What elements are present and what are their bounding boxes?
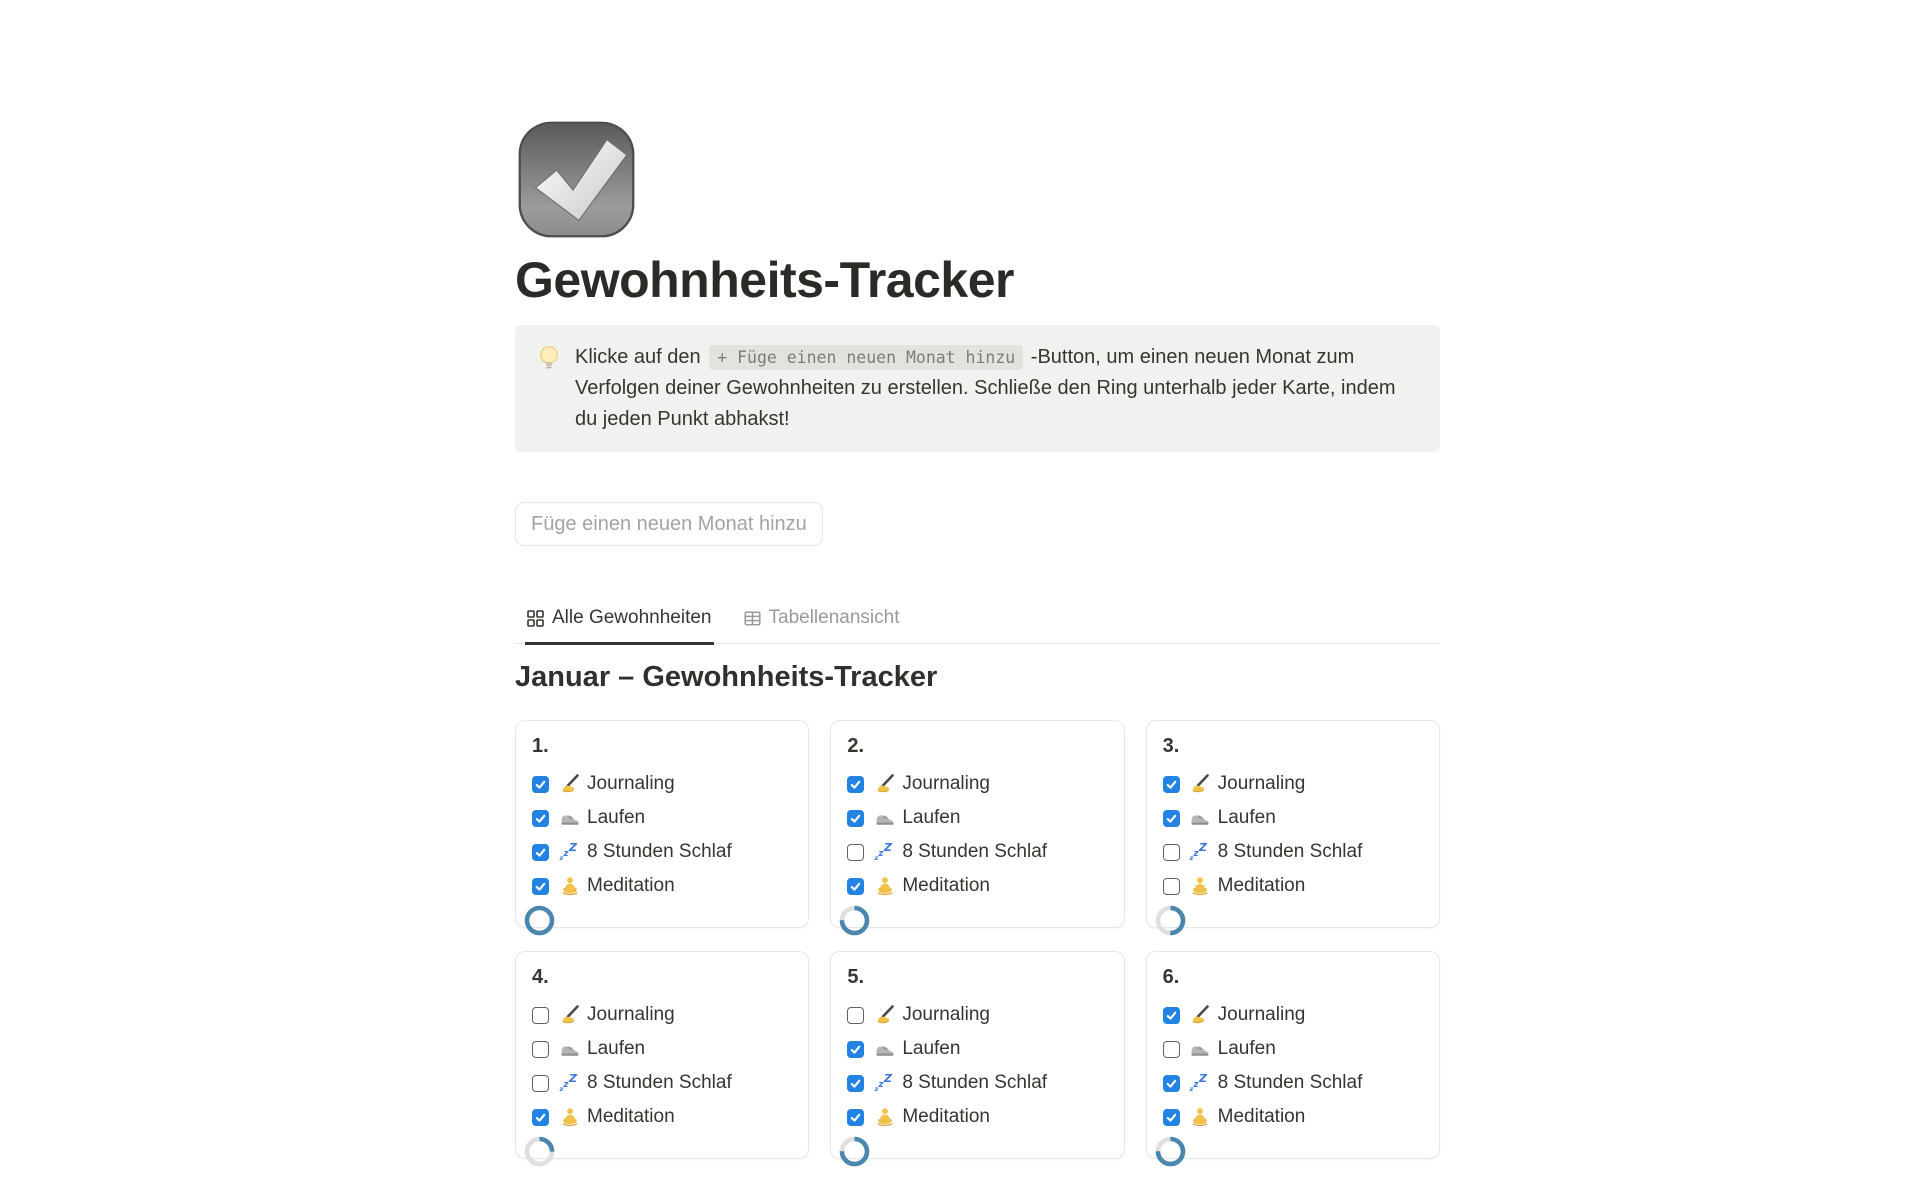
habit-row: [1163, 998, 1423, 1032]
progress-ring: [838, 1135, 871, 1168]
writing-hand-icon: [1189, 773, 1212, 795]
habit-label: Journaling: [587, 773, 675, 794]
section-title: Januar – Gewohnheits-Tracker: [515, 661, 938, 693]
habit-row: [847, 998, 1107, 1032]
zzz-icon: [873, 841, 896, 863]
writing-hand-icon: [558, 1004, 581, 1026]
habit-label: Journaling: [902, 773, 990, 794]
habit-label: Laufen: [587, 1038, 646, 1059]
habit-row: [532, 1100, 792, 1134]
habit-checkbox[interactable]: [847, 1007, 864, 1024]
svg-text:z: z: [1193, 1080, 1199, 1090]
habit-row: [1163, 1066, 1423, 1100]
habit-checkbox[interactable]: [532, 1075, 549, 1092]
meditation-icon: [873, 875, 896, 897]
card-day-number: 6.: [1162, 966, 1180, 988]
writing-hand-icon: [1189, 1004, 1212, 1026]
running-shoe-icon: [558, 1038, 581, 1060]
card-day-number: 5.: [847, 966, 865, 988]
habit-list: [532, 998, 792, 1134]
habit-list: [1163, 767, 1423, 903]
writing-hand-icon: [873, 773, 896, 795]
meditation-icon: [558, 875, 581, 897]
habit-label: Laufen: [902, 1038, 961, 1059]
svg-text:Z: Z: [1199, 1072, 1208, 1085]
habit-card: [830, 720, 1124, 928]
habit-row: [1163, 801, 1423, 835]
meditation-icon: [1189, 875, 1212, 897]
habit-row: [1163, 767, 1423, 801]
svg-text:z: z: [878, 849, 884, 859]
habit-checkbox[interactable]: [847, 1075, 864, 1092]
svg-text:z: z: [874, 1085, 879, 1093]
writing-hand-icon: [873, 1004, 896, 1026]
svg-text:z: z: [1193, 849, 1199, 859]
habit-card: [1146, 720, 1440, 928]
card-day-number: 4.: [532, 966, 549, 988]
habit-list: [532, 767, 792, 903]
table-icon: [744, 610, 761, 627]
zzz-icon: [558, 1072, 581, 1094]
callout-text: Klicke auf den + Füge einen neuen Monat hinzu -Button, um einen neuen Monat zum Verfolgen deiner Gewohnheiten zu erstellen. Schließe den Ring unterhalb jeder Karte, indem du jeden Punkt abhakst!: [575, 346, 1396, 430]
habit-tracker-page: [515, 0, 1440, 1159]
habit-row: [532, 1066, 792, 1100]
progress-ring: [523, 1135, 556, 1168]
tab-label: Tabellenansicht: [768, 607, 900, 628]
habit-card: [515, 720, 809, 928]
habit-checkbox[interactable]: [1163, 776, 1180, 793]
check-mark-icon[interactable]: [518, 121, 635, 238]
habit-label: Meditation: [587, 1106, 675, 1127]
habit-checkbox[interactable]: [532, 810, 549, 827]
habit-row: [847, 1066, 1107, 1100]
habit-card: [1146, 951, 1440, 1159]
inline-code: + Füge einen neuen Monat hinzu: [709, 345, 1023, 370]
habit-label: Journaling: [1217, 1004, 1306, 1025]
svg-text:z: z: [1189, 1085, 1194, 1093]
card-day-number: 2.: [847, 735, 865, 757]
meditation-icon: [558, 1106, 581, 1128]
habit-label: Meditation: [902, 1106, 990, 1127]
habit-list: [1163, 998, 1423, 1134]
svg-text:Z: Z: [1199, 841, 1208, 854]
habit-checkbox[interactable]: [1163, 878, 1180, 895]
habit-label: 8 Stunden Schlaf: [1217, 1072, 1363, 1093]
zzz-icon: [873, 1072, 896, 1094]
habit-checkbox[interactable]: [847, 878, 864, 895]
svg-text:z: z: [563, 1080, 568, 1090]
habit-label: Laufen: [1217, 1038, 1276, 1059]
progress-ring: [1154, 904, 1187, 937]
card-day-number: 1.: [532, 735, 549, 757]
habit-row: [532, 801, 792, 835]
progress-ring: [523, 904, 556, 937]
habit-row: [847, 1100, 1107, 1134]
svg-text:Z: Z: [568, 1072, 577, 1085]
meditation-icon: [873, 1106, 896, 1128]
progress-ring: [1154, 1135, 1187, 1168]
habit-checkbox[interactable]: [1163, 844, 1180, 861]
habit-label: Meditation: [587, 875, 675, 896]
zzz-icon: [1189, 841, 1212, 863]
habit-row: [1163, 1032, 1423, 1066]
view-tabs: [515, 603, 1440, 644]
habit-label: Journaling: [902, 1004, 990, 1025]
meditation-icon: [1189, 1106, 1212, 1128]
page-title: Gewohnheits-Tracker: [515, 252, 1014, 308]
tab-alle-gewohnheiten[interactable]: [525, 603, 714, 645]
habit-row: [847, 835, 1107, 869]
habit-row: [847, 1032, 1107, 1066]
habit-list: [847, 767, 1107, 903]
tab-label: Alle Gewohnheiten: [552, 607, 712, 628]
habit-row: [847, 801, 1107, 835]
habit-label: Journaling: [587, 1004, 675, 1025]
habit-cards-grid: [515, 720, 1440, 1159]
habit-checkbox[interactable]: [1163, 1041, 1180, 1058]
habit-checkbox[interactable]: [847, 810, 864, 827]
habit-checkbox[interactable]: [532, 878, 549, 895]
habit-list: [847, 998, 1107, 1134]
habit-label: Laufen: [1217, 807, 1276, 828]
habit-row: [1163, 1100, 1423, 1134]
running-shoe-icon: [1189, 807, 1212, 829]
habit-label: 8 Stunden Schlaf: [902, 841, 1048, 862]
svg-text:z: z: [559, 1085, 563, 1093]
running-shoe-icon: [558, 807, 581, 829]
svg-text:z: z: [559, 854, 563, 862]
habit-label: Journaling: [1217, 773, 1306, 794]
habit-checkbox[interactable]: [1163, 810, 1180, 827]
habit-checkbox[interactable]: [847, 844, 864, 861]
habit-checkbox[interactable]: [532, 1007, 549, 1024]
habit-label: 8 Stunden Schlaf: [587, 841, 732, 862]
habit-label: Laufen: [902, 807, 961, 828]
habit-checkbox[interactable]: [1163, 1109, 1180, 1126]
habit-label: Meditation: [1217, 875, 1306, 896]
habit-card: [830, 951, 1124, 1159]
habit-row: [532, 767, 792, 801]
habit-checkbox[interactable]: [1163, 1075, 1180, 1092]
zzz-icon: [1189, 1072, 1212, 1094]
card-day-number: 3.: [1162, 735, 1180, 757]
habit-checkbox[interactable]: [847, 776, 864, 793]
light-bulb-icon: [535, 342, 563, 373]
habit-checkbox[interactable]: [532, 1041, 549, 1058]
svg-text:Z: Z: [568, 841, 577, 854]
progress-ring: [838, 904, 871, 937]
habit-label: 8 Stunden Schlaf: [1217, 841, 1363, 862]
callout: [515, 325, 1440, 452]
running-shoe-icon: [873, 807, 896, 829]
tab-tabellenansicht[interactable]: [742, 603, 902, 645]
habit-row: [1163, 835, 1423, 869]
habit-checkbox[interactable]: [1163, 1007, 1180, 1024]
writing-hand-icon: [558, 773, 581, 795]
habit-row: [532, 998, 792, 1032]
running-shoe-icon: [873, 1038, 896, 1060]
habit-checkbox[interactable]: [847, 1041, 864, 1058]
habit-label: 8 Stunden Schlaf: [587, 1072, 732, 1093]
habit-row: [847, 869, 1107, 903]
habit-checkbox[interactable]: [532, 776, 549, 793]
habit-checkbox[interactable]: [532, 1109, 549, 1126]
gallery-grid-icon: [527, 610, 544, 627]
habit-row: [847, 767, 1107, 801]
habit-row: [1163, 869, 1423, 903]
running-shoe-icon: [1189, 1038, 1212, 1060]
habit-row: [532, 1032, 792, 1066]
svg-text:z: z: [1189, 854, 1194, 862]
svg-text:Z: Z: [883, 841, 892, 854]
add-month-button[interactable]: Füge einen neuen Monat hinzu: [515, 502, 823, 546]
habit-row: [532, 835, 792, 869]
habit-label: Meditation: [1217, 1106, 1306, 1127]
habit-label: Laufen: [587, 807, 646, 828]
habit-label: Meditation: [902, 875, 990, 896]
habit-checkbox[interactable]: [532, 844, 549, 861]
habit-card: [515, 951, 809, 1159]
zzz-icon: [558, 841, 581, 863]
svg-text:z: z: [878, 1080, 884, 1090]
svg-text:z: z: [874, 854, 879, 862]
svg-text:z: z: [563, 849, 568, 859]
habit-row: [532, 869, 792, 903]
svg-text:Z: Z: [883, 1072, 892, 1085]
habit-checkbox[interactable]: [847, 1109, 864, 1126]
habit-label: 8 Stunden Schlaf: [902, 1072, 1048, 1093]
